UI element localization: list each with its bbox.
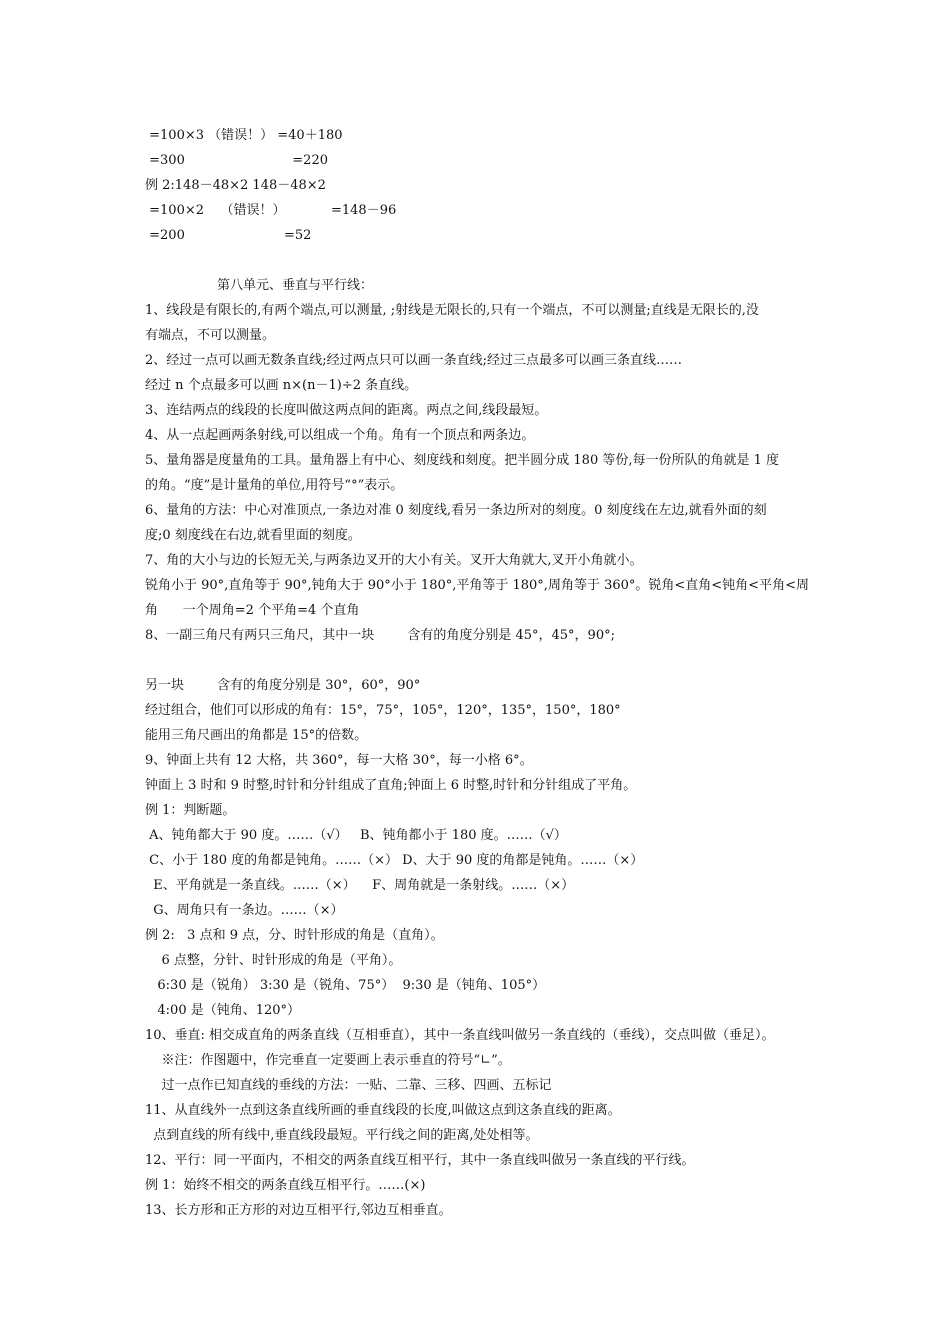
example-item: 6 点整，分针、时针形成的角是（平角）。 bbox=[145, 953, 402, 968]
example-line-4: =200 =52 bbox=[145, 228, 312, 243]
judgement-item: C、小于 180 度的角都是钝角。……（×） D、大于 90 度的角都是钝角。……（×） bbox=[145, 853, 644, 868]
method-line: 过一点作已知直线的垂线的方法：一贴、二靠、三移、四画、五标记 bbox=[145, 1078, 552, 1093]
paragraph-line: 能用三角尺画出的角都是 15°的倍数。 bbox=[145, 728, 368, 743]
example-line-3: =100×2 （错误！） =148－96 bbox=[145, 203, 397, 218]
judgement-item: E、平角就是一条直线。……（×） F、周角就是一条射线。……（×） bbox=[145, 878, 575, 893]
paragraph-line: 点到直线的所有线中,垂直线段最短。平行线之间的距离,处处相等。 bbox=[145, 1128, 539, 1143]
judgement-item: A、钝角都大于 90 度。……（√） B、钝角都小于 180 度。……（√） bbox=[145, 828, 567, 843]
paragraph-line: 3、连结两点的线段的长度叫做这两点间的距离。两点之间,线段最短。 bbox=[145, 403, 548, 418]
example-line-1: =100×3 （错误！） =40＋180 bbox=[145, 128, 343, 143]
example-item: 6:30 是（锐角） 3:30 是（锐角、75°） 9:30 是（钝角、105°） bbox=[145, 978, 546, 993]
paragraph-line: 1、线段是有限长的,有两个端点,可以测量, ;射线是无限长的,只有一个端点，不可以测量;直线是无限长的,没 bbox=[145, 303, 759, 318]
example-heading: 例 1：判断题。 bbox=[145, 803, 236, 818]
paragraph-line: 的角。“度”是计量角的单位,用符号“°”表示。 bbox=[145, 478, 404, 493]
paragraph-line: 11、从直线外一点到这条直线所画的垂直线段的长度,叫做这点到这条直线的距离。 bbox=[145, 1103, 621, 1118]
paragraph-line: 9、钟面上共有 12 大格，共 360°，每一大格 30°，每一小格 6°。 bbox=[145, 753, 533, 768]
paragraph-line: 12、平行：同一平面内，不相交的两条直线互相平行，其中一条直线叫做另一条直线的平行线。 bbox=[145, 1153, 695, 1168]
paragraph-line: 经过 n 个点最多可以画 n×(n－1)÷2 条直线。 bbox=[145, 378, 418, 393]
example-2-heading: 例 2:148－48×2 148－48×2 bbox=[145, 178, 326, 193]
paragraph-line: 有端点，不可以测量。 bbox=[145, 328, 276, 343]
paragraph-line: 13、长方形和正方形的对边互相平行,邻边互相垂直。 bbox=[145, 1203, 452, 1218]
example-item: 4:00 是（钝角、120°） bbox=[145, 1003, 301, 1018]
paragraph-line: 6、量角的方法：中心对准顶点,一条边对准 0 刻度线,看另一条边所对的刻度。0 刻度线在左边,就看外面的刻 bbox=[145, 503, 767, 518]
paragraph-line: 经过组合，他们可以形成的角有：15°，75°，105°，120°，135°，150°，180° bbox=[145, 703, 621, 718]
paragraph-line: 8、一副三角尺有两只三角尺，其中一块 含有的角度分别是 45°，45°，90°; bbox=[145, 628, 615, 643]
example-heading: 例 2: 3 点和 9 点，分、时针形成的角是（直角）。 bbox=[145, 928, 444, 943]
example-item: 例 1：始终不相交的两条直线互相平行。……(×) bbox=[145, 1178, 426, 1193]
paragraph-line: 另一块 含有的角度分别是 30°，60°，90° bbox=[145, 678, 421, 693]
paragraph-line: 7、角的大小与边的长短无关,与两条边叉开的大小有关。叉开大角就大,叉开小角就小。 bbox=[145, 553, 643, 568]
paragraph-line: 锐角小于 90°,直角等于 90°,钝角大于 90°小于 180°,平角等于 180°,周角等于 360°。锐角<直角<钝角<平角<周 bbox=[145, 578, 809, 593]
paragraph-line: 钟面上 3 时和 9 时整,时针和分针组成了直角;钟面上 6 时整,时针和分针组成了平角。 bbox=[145, 778, 637, 793]
example-line-2: =300 =220 bbox=[145, 153, 328, 168]
paragraph-line: 角 一个周角=2 个平角=4 个直角 bbox=[145, 603, 360, 618]
paragraph-line: 4、从一点起画两条射线,可以组成一个角。角有一个顶点和两条边。 bbox=[145, 428, 535, 443]
paragraph-line: 2、经过一点可以画无数条直线;经过两点只可以画一条直线;经过三点最多可以画三条直线…… bbox=[145, 353, 683, 368]
note-line: ※注：作图题中，作完垂直一定要画上表示垂直的符号“∟”。 bbox=[145, 1053, 511, 1068]
paragraph-line: 5、量角器是度量角的工具。量角器上有中心、刻度线和刻度。把半圆分成 180 等份,每一份所队的角就是 1 度 bbox=[145, 453, 780, 468]
paragraph-line: 10、垂直: 相交成直角的两条直线（互相垂直），其中一条直线叫做另一条直线的（垂线），交点叫做（垂足）。 bbox=[145, 1028, 775, 1043]
section-title: 第八单元、垂直与平行线： bbox=[217, 278, 374, 293]
judgement-item: G、周角只有一条边。……（×） bbox=[145, 903, 344, 918]
paragraph-line: 度;0 刻度线在右边,就看里面的刻度。 bbox=[145, 528, 361, 543]
